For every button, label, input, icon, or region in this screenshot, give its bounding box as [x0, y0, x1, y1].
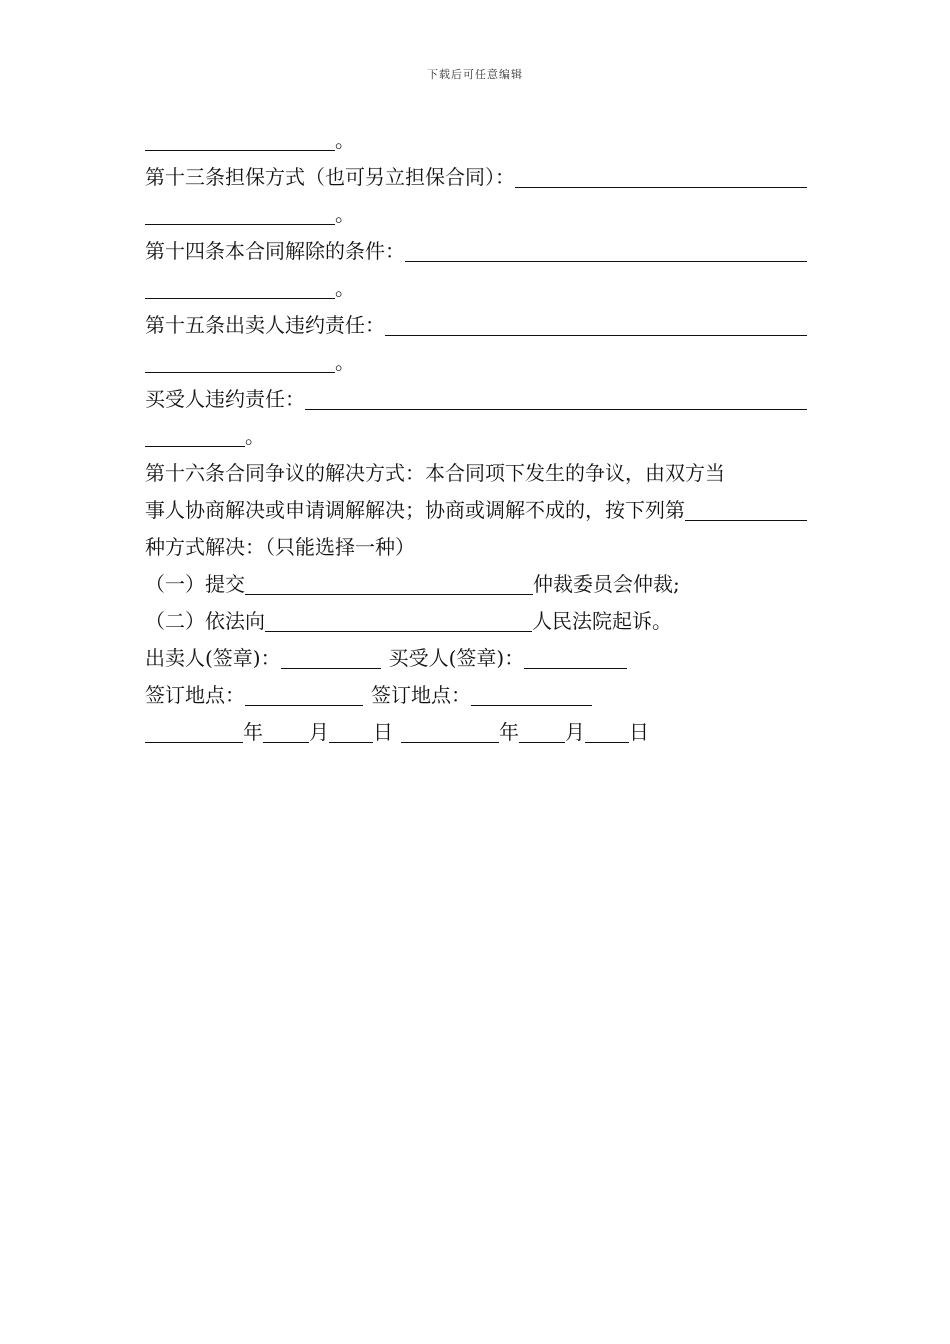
article-13 — [145, 159, 807, 196]
blank-field[interactable] — [145, 349, 335, 373]
article-14-continuation: 。 — [145, 270, 807, 307]
buyer-breach-continuation: 。 — [145, 418, 807, 455]
date-line: 年 月 日 年 月 日 — [145, 714, 807, 751]
article-16-line-2: 事人协商解决或申请调解解决；协商或调解不成的，按下列第 — [145, 492, 807, 529]
guarantee-method-blank[interactable] — [515, 164, 807, 188]
court-blank[interactable] — [265, 608, 532, 632]
termination-conditions-blank[interactable] — [405, 238, 807, 262]
blank-field[interactable] — [145, 275, 335, 299]
seller-breach-blank[interactable] — [385, 312, 807, 336]
seller-signing-place-blank[interactable] — [245, 682, 363, 706]
signature-line: 出卖人(签章)： 买受人(签章)： — [145, 640, 807, 677]
article-16-line-1: 第十六条合同争议的解决方式：本合同项下发生的争议，由双方当 — [145, 461, 725, 485]
seller-month-blank[interactable] — [263, 719, 309, 743]
continuation-line-1: 。 — [145, 122, 807, 159]
buyer-day-blank[interactable] — [585, 719, 629, 743]
buyer-signature-blank[interactable] — [524, 645, 627, 669]
buyer-month-blank[interactable] — [519, 719, 565, 743]
article-14-label: 第十四条本合同解除的条件： — [145, 239, 405, 263]
buyer-signing-place-blank[interactable] — [471, 682, 592, 706]
arbitration-committee-blank[interactable] — [245, 571, 533, 595]
seller-signature-blank[interactable] — [281, 645, 381, 669]
article-13-label: 第十三条担保方式（也可另立担保合同）： — [145, 165, 515, 189]
option-arbitration: （一）提交 仲裁委员会仲裁; — [145, 572, 680, 596]
article-13-continuation: 。 — [145, 196, 807, 233]
article-15 — [145, 307, 807, 344]
page-header: 下载后可任意编辑 — [427, 68, 523, 81]
seller-year-blank[interactable] — [145, 719, 243, 743]
buyer-year-blank[interactable] — [401, 719, 499, 743]
buyer-breach-label: 买受人违约责任： — [145, 387, 305, 411]
buyer-breach-blank[interactable] — [305, 386, 807, 410]
blank-field[interactable] — [145, 201, 335, 225]
buyer-breach — [145, 381, 807, 418]
dispute-option-number-blank[interactable] — [685, 497, 807, 521]
article-15-label: 第十五条出卖人违约责任： — [145, 313, 385, 337]
contract-body — [145, 122, 807, 751]
article-15-continuation: 。 — [145, 344, 807, 381]
signing-place-line: 签订地点： 签订地点： — [145, 677, 807, 714]
seller-day-blank[interactable] — [329, 719, 373, 743]
article-14 — [145, 233, 807, 270]
article-16-line-3: 种方式解决：（只能选择一种） — [145, 535, 415, 559]
blank-field[interactable] — [145, 423, 245, 447]
option-court: （二）依法向 人民法院起诉。 — [145, 609, 672, 633]
blank-field[interactable] — [145, 127, 335, 151]
